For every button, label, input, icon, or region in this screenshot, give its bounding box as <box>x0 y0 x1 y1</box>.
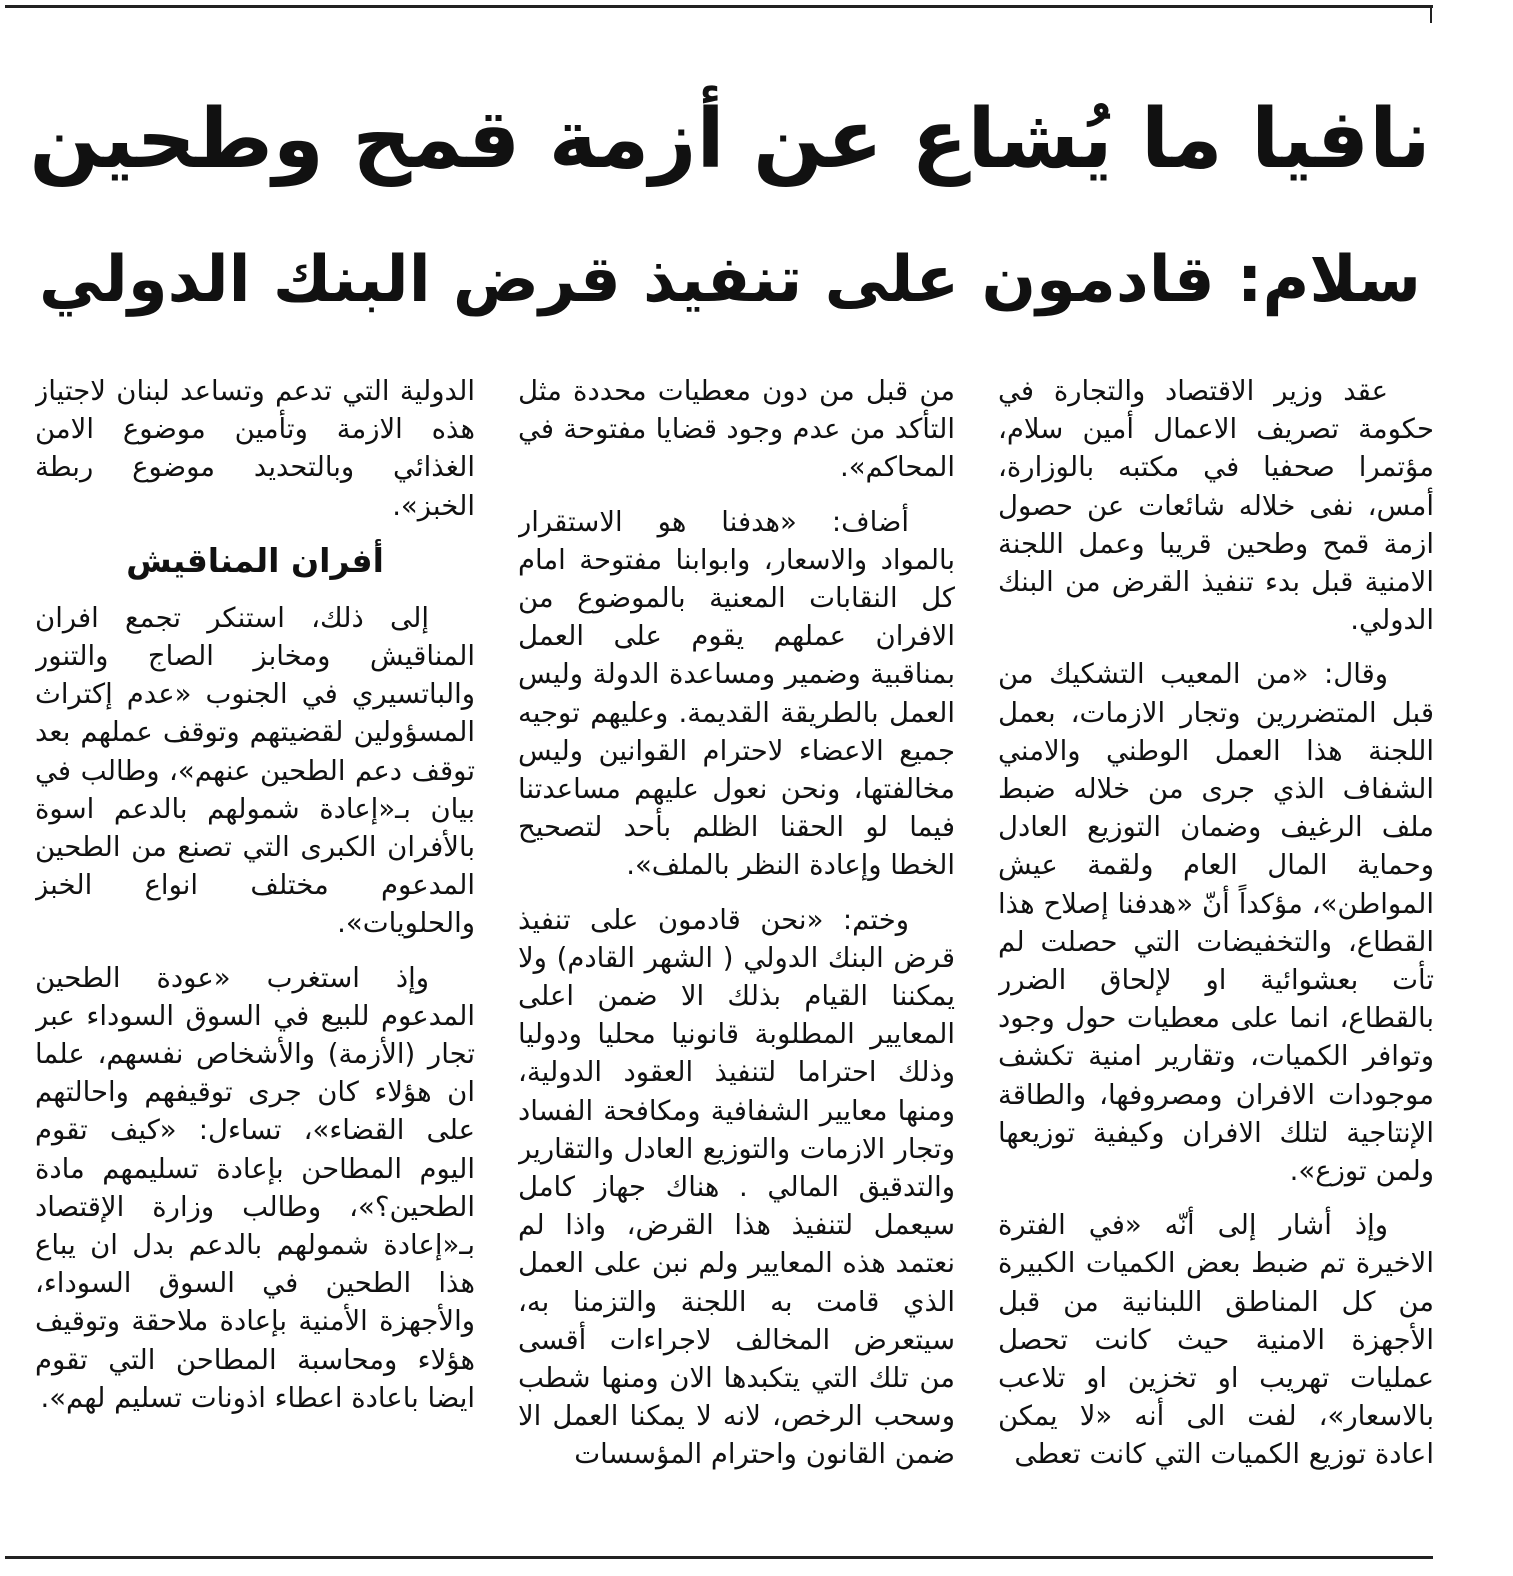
headline-line-1: نافيا ما يُشاع عن أزمة قمح وطحين <box>29 92 1431 187</box>
article-column-3 <box>35 372 475 1552</box>
paragraph: وإذ أشار إلى أنّه «في الفترة الاخيرة تم ضبط بعض الكميات الكبيرة من كل المناطق اللبنانية من قبل الأجهزة الامنية حيث كانت تحصل عمليات تهريب او تخزين او تلاعب بالاسعار»، لفت الى أنه «لا يمكن اعادة توزيع الكميات التي كانت تعطى <box>998 1209 1434 1471</box>
paragraph: وختم: «نحن قادمون على تنفيذ قرض البنك الدولي ( الشهر القادم) ولا يمكننا القيام بذلك الا ضمن اعلى المعايير المطلوبة قانونيا محليا ودوليا وذلك احتراما لتنفيذ العقود الدولية، ومنها معايير الشفافية ومكافحة الفساد وتجار الازمات والتوزيع العادل والتقارير والتدقيق المالي . هناك جهاز كامل سيعمل لتنفيذ هذا القرض، واذا لم نعتمد هذه المعايير ولم نبن على العمل الذي قامت به اللجنة والتزمنا به، سيتعرض المخالف لاجراءات أقسى من تلك التي يتكبدها الان ومنها شطب وسحب الرخص، لانه لا يمكنا العمل الا ضمن القانون واحترام المؤسسات <box>518 903 955 1471</box>
paragraph: وقال: «من المعيب التشكيك من قبل المتضررين وتجار الازمات، بعمل اللجنة هذا العمل الوطني والامني الشفاف الذي جرى من خلاله ضبط ملف الرغيف وضمان التوزيع العادل وحماية المال العام ولقمة عيش المواطن»، مؤكداً أنّ «هدفنا إصلاح هذا القطاع، والتخفيضات التي حصلت لم تأت بعشوائية او لإلحاق الضرر بالقطاع، انما على معطيات حول وجود وتوافر الكميات، وتقارير امنية تكشف موجودات الافران ومصروفها، والطاقة الإنتاجية لتلك الافران وكيفية توزيعها ولمن توزع». <box>998 658 1434 1188</box>
paragraph: الدولية التي تدعم وتساعد لبنان لاجتياز هذه الازمة وتأمين موضوع الامن الغذائي وبالتحديد موضوع ربطة الخبز». <box>35 375 475 522</box>
article-column-1 <box>998 372 1434 1552</box>
frame-corner <box>1430 5 1432 23</box>
paragraph: وإذ استغرب «عودة الطحين المدعوم للبيع في السوق السوداء عبر تجار (الأزمة) والأشخاص نفسهم، علما ان هؤلاء كان جرى توقيفهم واحالتهم على القضاء»، تساءل: «كيف تقوم اليوم المطاحن بإعادة تسليمهم مادة الطحين؟»، وطالب وزارة الإقتصاد بـ«إعادة شمولهم بالدعم بدل ان يباع هذا الطحين في السوق السوداء، والأجهزة الأمنية بإعادة ملاحقة وتوقيف هؤلاء ومحاسبة المطاحن التي تقوم ايضا باعادة اعطاء اذونات تسليم لهم». <box>35 961 475 1414</box>
section-subheading: أفران المناقيش <box>126 540 384 580</box>
paragraph: أضاف: «هدفنا هو الاستقرار بالمواد والاسعار، وابوابنا مفتوحة امام كل النقابات المعنية بالموضوع من الافران عملهم يقوم على العمل بمناقبية وضمير ومساعدة الدولة وليس العمل بالطريقة القديمة. وعليهم توجيه جميع الاعضاء لاحترام القوانين وليس مخالفتها، ونحن نعول عليهم مساعدتنا فيما لو الحقنا الظلم بأحد لتصحيح الخطا وإعادة النظر بالملف». <box>518 505 955 882</box>
headline-line-2: سلام: قادمون على تنفيذ قرض البنك الدولي <box>39 243 1421 317</box>
top-rule <box>5 5 1433 8</box>
paragraph: من قبل من دون معطيات محددة مثل التأكد من عدم وجود قضايا مفتوحة في المحاكم». <box>518 375 955 484</box>
bottom-rule <box>5 1556 1433 1559</box>
paragraph: عقد وزير الاقتصاد والتجارة في حكومة تصريف الاعمال أمين سلام، مؤتمرا صحفيا في مكتبه بالوزارة، أمس، نفى خلاله شائعات عن حصول ازمة قمح وطحين قريبا وعمل اللجنة الامنية قبل بدء تنفيذ القرض من البنك الدولي. <box>998 375 1434 637</box>
article-column-2 <box>518 372 955 1552</box>
paragraph: إلى ذلك، استنكر تجمع افران المناقيش ومخابز الصاج والتنور والباتسيري في الجنوب «عدم إكتراث المسؤولين لقضيتهم وتوقف عملهم بعد توقف دعم الطحين عنهم»، وطالب في بيان بـ«إعادة شمولهم بالدعم اسوة بالأفران الكبرى التي تصنع من الطحين المدعوم مختلف انواع الخبز والحلويات». <box>35 601 475 940</box>
